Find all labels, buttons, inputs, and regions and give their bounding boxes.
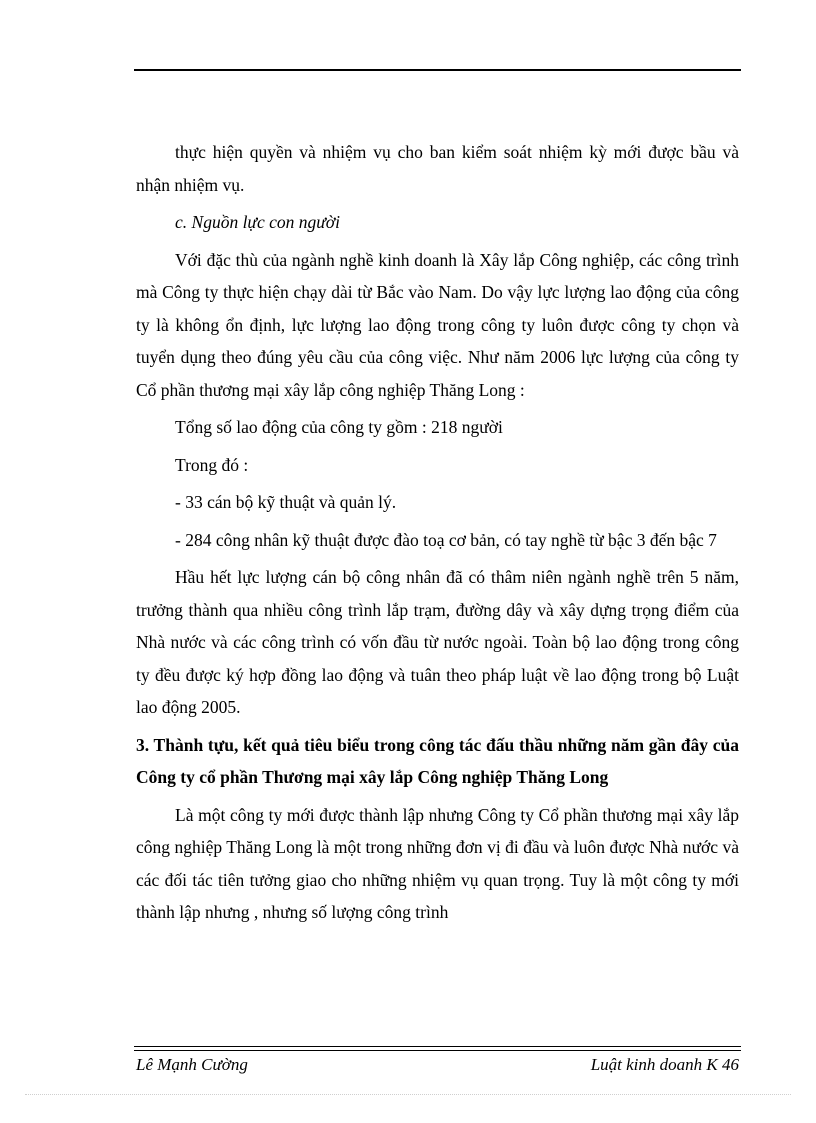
paragraph-including: Trong đó : [175,454,249,475]
paragraph-achievements: Là một công ty mới được thành lập nhưng Công ty Cổ phần thương mại xây lắp công nghiệp Thăng Long là một trong những đơn vị đi đầu và luôn được Nhà nước và các đối tác tiên tưởng giao cho những nhiệm vụ quan trọng. Tuy là một công ty mới thành lập nhưng , nhưng số lượng công trình [136,804,739,922]
page-edge-divider [25,1094,791,1095]
footer-author: Lê Mạnh Cường [136,1055,248,1074]
paragraph-total-workers: Tổng số lao động của công ty gồm : 218 người [175,417,503,437]
paragraph-continuation: thực hiện quyền và nhiệm vụ cho ban kiểm soát nhiệm kỳ mới được bầu và nhận nhiệm vụ. [136,142,739,195]
section-heading-c: c. Nguồn lực con người [175,212,341,232]
list-item-managers: - 33 cán bộ kỹ thuật và quản lý. [175,492,397,512]
list-item-technicians: - 284 công nhân kỹ thuật được đào toạ cơ bản, có tay nghề từ bậc 3 đến bậc 7 [175,529,717,550]
document-body [136,136,739,934]
paragraph-experience: Hầu hết lực lượng cán bộ công nhân đã có thâm niên ngành nghề trên 5 năm, trưởng thành qua nhiều công trình lắp trạm, đường dây và xây dựng trọng điểm của Nhà nước và các công trình có vốn đầu từ nước ngoài. Toàn bộ lao động trong công ty đều được ký hợp đồng lao động và tuân theo pháp luật về lao động trong bộ Luật lao động 2005. [136,567,739,717]
paragraph-workforce: Với đặc thù của ngành nghề kinh doanh là Xây lắp Công nghiệp, các công trình mà Công ty thực hiện chạy dài từ Bắc vào Nam. Do vậy lực lượng lao động của công ty là không ổn định, lực lượng lao động trong công ty luôn được công ty chọn và tuyển dụng theo đúng yêu cầu của công việc. Như năm 2006 lực lượng của công ty Cổ phần thương mại xây lắp công nghiệp Thăng Long : [136,249,739,400]
section-heading-3: 3. Thành tựu, kết quả tiêu biểu trong công tác đấu thầu những năm gần đây của Công ty cổ phần Thương mại xây lắp Công nghiệp Thăng Long [136,734,739,787]
footer-rule [134,1046,741,1051]
footer-course: Luật kinh doanh K 46 [590,1055,739,1074]
header-rule [134,69,741,71]
